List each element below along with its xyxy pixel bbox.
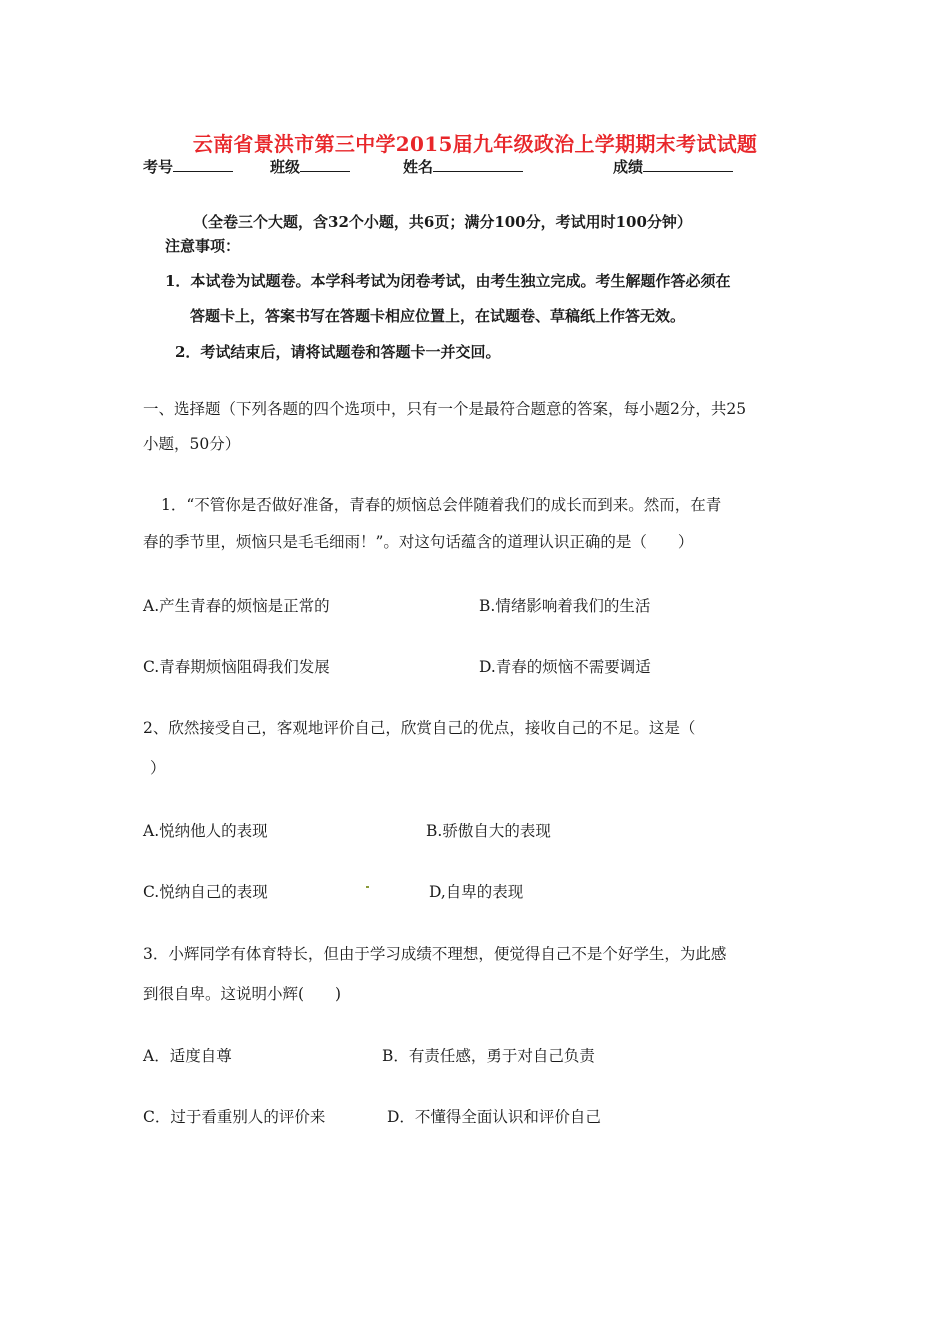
question-1-option-b: B.情绪影响着我们的生活 [479,597,651,615]
question-3-option-c: C．过于看重别人的评价来 [143,1108,326,1126]
section-1-heading-line-2: 小题，50分） [143,435,241,453]
question-3-option-b: B．有责任感，勇于对自己负责 [382,1047,595,1065]
exam-no-label: 考号 [143,158,174,176]
name-blank [433,157,523,172]
stray-mark [366,886,369,888]
notes-heading: 注意事项： [165,237,241,255]
question-3-option-a: A．适度自尊 [143,1047,232,1065]
question-1-option-c: C.青春期烦恼阻碍我们发展 [143,658,330,676]
question-2-option-a: A.悦纳他人的表现 [143,822,268,840]
exam-no-blank [173,157,233,172]
name-field [403,156,523,177]
score-blank [643,157,733,172]
class-label: 班级 [270,158,301,176]
question-3-stem-line-1: 3．小辉同学有体育特长，但由于学习成绩不理想，便觉得自己不是个好学生，为此感 [143,945,727,963]
question-3-option-d: D．不懂得全面认识和评价自己 [387,1108,601,1126]
score-field [613,156,733,177]
question-2-option-c: C.悦纳自己的表现 [143,883,268,901]
exam-title: 云南省景洪市第三中学2015届九年级政治上学期期末考试试题 [192,132,758,156]
question-1-stem-line-2: 春的季节里，烦恼只是毛毛细雨！”。对这句话蕴含的道理认识正确的是（ ） [143,533,694,551]
class-field [270,156,350,177]
question-1-option-a: A.产生青春的烦恼是正常的 [143,597,330,615]
question-2-option-d: D,自卑的表现 [429,883,524,901]
class-blank [300,157,350,172]
question-3-stem-line-2: 到很自卑。这说明小辉( ) [143,985,342,1003]
note-item-1-line-2: 答题卡上，答案书写在答题卡相应位置上，在试题卷、草稿纸上作答无效。 [190,307,686,325]
question-1-option-d: D.青春的烦恼不需要调适 [479,658,651,676]
score-label: 成绩 [613,158,644,176]
section-1-heading-line-1: 一、选择题（下列各题的四个选项中，只有一个是最符合题意的答案，每小题2分，共25 [143,400,747,418]
question-2-option-b: B.骄傲自大的表现 [426,822,551,840]
question-2-stem-line-1: 2、欣然接受自己，客观地评价自己，欣赏自己的优点，接收自己的不足。这是（ [143,719,696,737]
name-label: 姓名 [403,158,434,176]
exam-info: （全卷三个大题，含32个小题，共6页；满分100分，考试用时100分钟） [193,213,692,231]
note-item-2: 2．考试结束后，请将试题卷和答题卡一并交回。 [175,343,501,361]
question-2-stem-line-2: ） [150,759,166,777]
exam-no-field [143,156,233,177]
note-item-1-line-1: 1．本试卷为试题卷。本学科考试为闭卷考试，由考生独立完成。考生解题作答必须在 [165,272,731,290]
question-1-stem-line-1: 1．“不管你是否做好准备，青春的烦恼总会伴随着我们的成长而到来。然而，在青 [161,496,722,514]
